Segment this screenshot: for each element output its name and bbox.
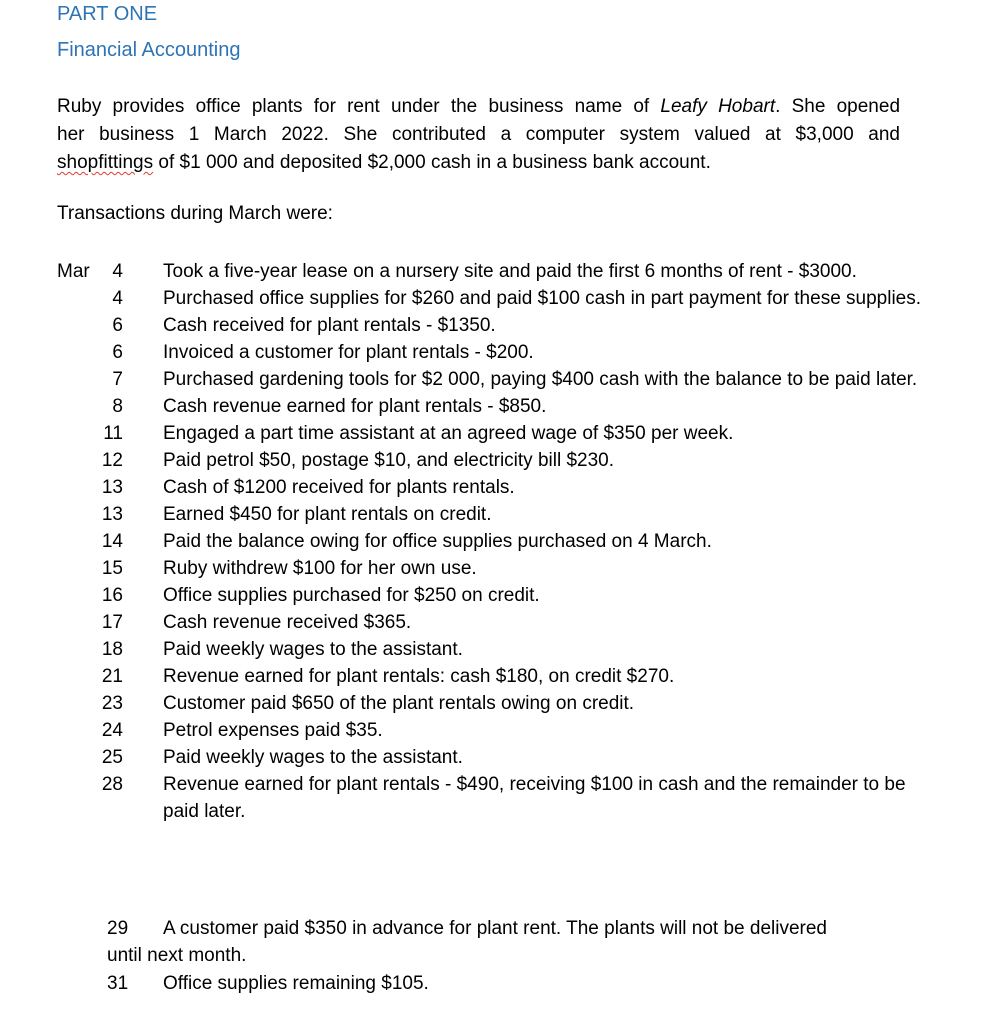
transaction-month — [57, 474, 101, 501]
transactions-label: Transactions during March were: — [57, 203, 333, 224]
transaction-desc: Customer paid $650 of the plant rentals owing on credit. — [163, 693, 635, 714]
intro-line-1 — [57, 93, 900, 121]
transaction-day: 8 — [112, 396, 123, 417]
transaction-row — [57, 285, 957, 312]
transaction-row — [57, 663, 957, 690]
part-heading: PART ONE — [57, 3, 158, 25]
transaction-row — [57, 582, 957, 609]
transaction-row — [57, 609, 957, 636]
transaction-day: 6 — [112, 342, 123, 363]
transaction-month: Mar — [57, 261, 90, 282]
transaction-row — [57, 501, 957, 528]
transaction-desc: Office supplies purchased for $250 on credit. — [163, 585, 540, 606]
transaction-row — [57, 690, 957, 717]
transaction-row — [57, 717, 957, 744]
transaction-row — [57, 555, 957, 582]
transaction-day: 14 — [101, 531, 123, 552]
transaction-desc: Revenue earned for plant rentals: cash $180, on credit $270. — [163, 666, 675, 687]
transaction-month — [57, 447, 101, 474]
subject-heading: Financial Accounting — [57, 39, 241, 61]
transaction-day: 31 — [107, 973, 129, 994]
intro-text: Ruby provides office plants for rent under the business name of — [57, 96, 661, 117]
transaction-desc: Cash of $1200 received for plants rentals. — [163, 477, 515, 498]
transaction-day: 13 — [101, 504, 123, 525]
transaction-row — [57, 366, 957, 393]
transaction-day: 4 — [112, 288, 123, 309]
transaction-row — [57, 312, 957, 339]
transaction-row — [57, 447, 957, 474]
transaction-month — [57, 555, 101, 582]
transaction-desc: Took a five-year lease on a nursery site and paid the first 6 months of rent - $3000. — [163, 261, 857, 282]
transaction-day: 7 — [112, 369, 123, 390]
transaction-desc: Invoiced a customer for plant rentals - $200. — [163, 342, 534, 363]
transaction-desc: Purchased gardening tools for $2 000, paying $400 cash with the balance to be paid later. — [163, 369, 918, 390]
transaction-desc: Earned $450 for plant rentals on credit. — [163, 504, 492, 525]
transaction-month — [57, 312, 101, 339]
transaction-desc: Engaged a part time assistant at an agreed wage of $350 per week. — [163, 423, 734, 444]
transaction-desc: Petrol expenses paid $35. — [163, 720, 383, 741]
transaction-row — [57, 636, 957, 663]
transaction-month — [57, 771, 101, 825]
transaction-month — [57, 717, 101, 744]
transaction-row — [57, 474, 957, 501]
transaction-desc: Ruby withdrew $100 for her own use. — [163, 558, 477, 579]
transaction-desc: Revenue earned for plant rentals - $490, receiving $100 in cash and the remainder to be paid later. — [163, 774, 906, 822]
intro-text: . She opened — [775, 96, 901, 117]
transaction-day: 24 — [101, 720, 123, 741]
transaction-month — [57, 663, 101, 690]
transaction-month — [57, 582, 101, 609]
transaction-desc: Cash revenue earned for plant rentals - $850. — [163, 396, 547, 417]
transaction-month — [57, 636, 101, 663]
transaction-day: 17 — [101, 612, 123, 633]
transaction-row — [57, 420, 957, 447]
transaction-day: 28 — [101, 774, 123, 795]
transaction-desc: Cash revenue received $365. — [163, 612, 412, 633]
transaction-row — [57, 528, 957, 555]
transaction-day: 6 — [112, 315, 123, 336]
transaction-day: 25 — [101, 747, 123, 768]
transaction-desc: Paid weekly wages to the assistant. — [163, 747, 463, 768]
intro-line-2: her business 1 March 2022. She contributed a computer system valued at $3,000 and — [57, 124, 900, 145]
transaction-month — [57, 528, 101, 555]
spellcheck-word[interactable]: shopfittings — [57, 152, 154, 173]
transaction-day: 12 — [101, 450, 123, 471]
transaction-month — [57, 420, 101, 447]
transaction-row — [57, 258, 957, 285]
transaction-month — [57, 501, 101, 528]
transaction-desc: Paid petrol $50, postage $10, and electricity bill $230. — [163, 450, 615, 471]
transaction-desc-cont: until next month. — [107, 945, 247, 966]
transaction-month — [57, 339, 101, 366]
transaction-day: 4 — [112, 261, 123, 282]
transactions-list — [57, 258, 957, 825]
intro-text: of $1 000 and deposited $2,000 cash in a business bank account. — [153, 152, 711, 173]
transaction-desc: Paid weekly wages to the assistant. — [163, 639, 463, 660]
transaction-month — [57, 366, 101, 393]
transaction-day: 21 — [101, 666, 123, 687]
intro-line-3 — [57, 149, 900, 177]
transaction-row — [57, 771, 957, 825]
transaction-month — [57, 285, 101, 312]
transaction-month — [57, 393, 101, 420]
transaction-day: 16 — [101, 585, 123, 606]
transaction-day: 15 — [101, 558, 123, 579]
transaction-month — [57, 609, 101, 636]
transaction-month — [57, 690, 101, 717]
transaction-row — [57, 393, 957, 420]
transaction-day: 23 — [101, 693, 123, 714]
transaction-day: 13 — [101, 477, 123, 498]
transaction-desc: Paid the balance owing for office supplies purchased on 4 March. — [163, 531, 712, 552]
transaction-31 — [107, 970, 907, 997]
transaction-row — [57, 744, 957, 771]
intro-paragraph — [57, 93, 900, 177]
business-name: Leafy Hobart — [660, 96, 776, 117]
transaction-day: 29 — [107, 918, 129, 939]
transaction-29 — [107, 915, 907, 969]
transaction-row — [57, 339, 957, 366]
transaction-month — [57, 744, 101, 771]
transaction-desc: Cash received for plant rentals - $1350. — [163, 315, 496, 336]
transaction-desc: A customer paid $350 in advance for plant rent. The plants will not be delivered — [163, 918, 827, 939]
transaction-desc: Office supplies remaining $105. — [163, 973, 429, 994]
transaction-day: 18 — [101, 639, 123, 660]
transaction-desc: Purchased office supplies for $260 and paid $100 cash in part payment for these supplies. — [163, 288, 922, 309]
transaction-day: 11 — [103, 423, 123, 444]
